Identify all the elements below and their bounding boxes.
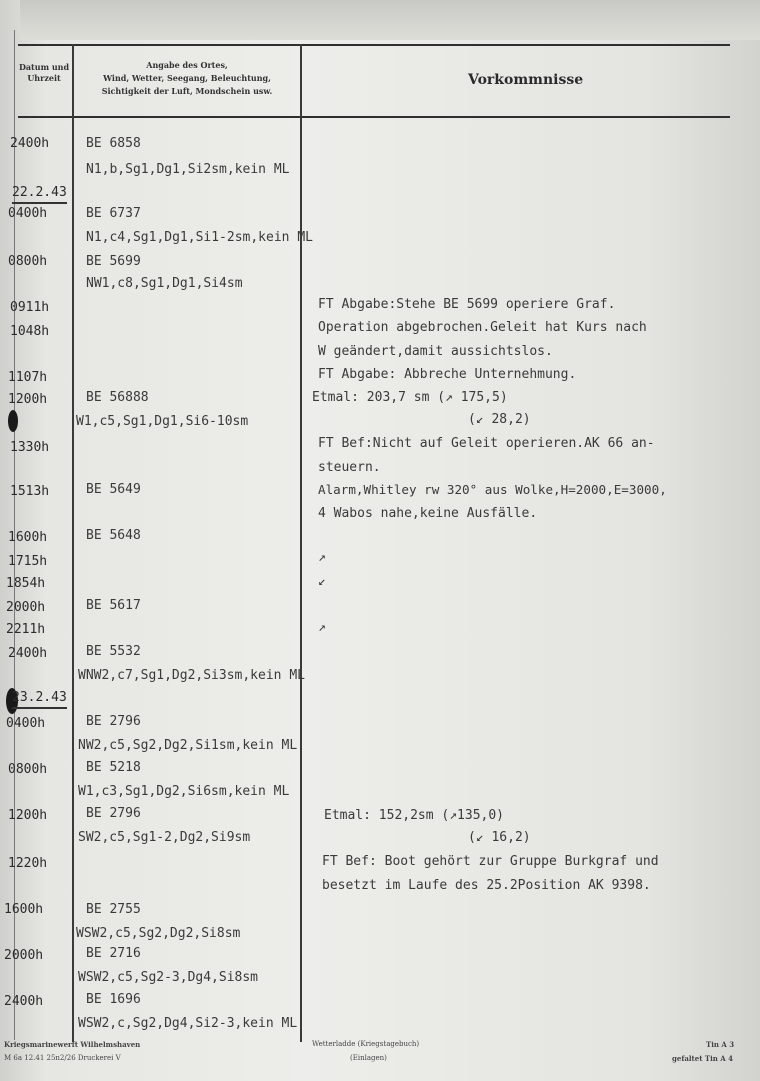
event-entry: FT Abgabe: Abbreche Unternehmung. [318,367,577,382]
time-entry: 0800h [8,762,48,777]
time-entry: 0800h [8,254,48,269]
time-entry: 2211h [6,622,46,637]
weather-entry: WSW2,c5,Sg2-3,Dg4,Si8sm [78,970,259,985]
position-entry: BE 56888 [86,390,149,405]
event-entry: Etmal: 152,2sm (↗135,0) [324,808,505,823]
time-entry: 1854h [6,576,46,591]
position-entry: BE 5649 [86,482,141,497]
event-entry-continued: 4 Wabos nahe,keine Ausfälle. [318,506,538,521]
footer-printer-line1: Kriegsmarinewerft Wilhelmshaven [4,1040,141,1049]
ink-blot [8,410,18,432]
event-entry-continued: W geändert,damit aussichtslos. [318,344,553,359]
time-entry: 2400h [10,136,50,151]
time-entry: 1200h [8,808,48,823]
event-entry: FT Bef: Boot gehört zur Gruppe Burkgraf und [322,854,659,869]
position-entry: BE 5218 [86,760,141,775]
column-divider-1 [72,44,74,1042]
footer-size-2: gefaltet Tin A 4 [672,1054,734,1063]
weather-entry: WSW2,c5,Sg2,Dg2,Si8sm [76,926,241,941]
time-entry: 1330h [10,440,50,455]
position-entry: BE 1696 [86,992,141,1007]
position-entry: BE 2716 [86,946,141,961]
date-entry [12,185,67,201]
position-entry: BE 2796 [86,806,141,821]
header-top-rule [18,44,730,46]
event-entry-continued: (↙ 28,2) [468,412,531,427]
weather-entry: W1,c5,Sg1,Dg1,Si6-10sm [76,414,249,429]
weather-entry: SW2,c5,Sg1-2,Dg2,Si9sm [78,830,251,845]
time-entry: 2000h [4,948,44,963]
time-entry: 1107h [8,370,48,385]
time-entry: 1048h [10,324,50,339]
position-entry: BE 5617 [86,598,141,613]
column-divider-2 [300,44,302,1042]
date-entry [12,690,67,706]
event-entry-continued: besetzt im Laufe des 25.2Position AK 9398. [322,878,651,893]
weather-entry: WSW2,c,Sg2,Dg4,Si2-3,kein ML [78,1016,298,1031]
weather-entry: W1,c3,Sg1,Dg2,Si6sm,kein ML [78,784,290,799]
time-entry: 0400h [6,716,46,731]
position-entry: BE 6858 [86,136,141,151]
weather-entry: N1,b,Sg1,Dg1,Si2sm,kein ML [86,162,290,177]
event-entry: ↙ [318,574,326,589]
time-entry: 1600h [8,530,48,545]
weather-entry: NW2,c5,Sg2,Dg2,Si1sm,kein ML [78,738,298,753]
footer-size-1: Tin A 3 [706,1040,735,1049]
event-entry: Alarm,Whitley rw 320° aus Wolke,H=2000,E=3000, [318,482,667,497]
position-entry: BE 5648 [86,528,141,543]
header-datum-uhrzeit: Datum und Uhrzeit [18,62,70,83]
weather-entry: NW1,c8,Sg1,Dg1,Si4sm [86,276,243,291]
header-ort-line1: Angabe des Ortes, [146,60,228,70]
position-entry: BE 5532 [86,644,141,659]
time-entry: 1200h [8,392,48,407]
time-entry: 1513h [10,484,50,499]
header-bottom-rule [18,116,730,118]
event-entry-continued: (↙ 16,2) [468,830,531,845]
header-vorkommnisse: Vorkommnisse [468,72,584,88]
time-entry: 0400h [8,206,48,221]
event-entry: Etmal: 203,7 sm (↗ 175,5) [312,390,508,405]
footer-printer-line2: M 6a 12.41 25n2/26 Druckerei V [4,1054,121,1062]
position-entry: BE 2755 [86,902,141,917]
time-entry: 0911h [10,300,50,315]
event-entry: FT Bef:Nicht auf Geleit operieren.AK 66 an- [318,436,655,451]
weather-entry: N1,c4,Sg1,Dg1,Si1-2sm,kein ML [86,230,313,245]
time-entry: 1220h [8,856,48,871]
weather-entry: WNW2,c7,Sg1,Dg2,Si3sm,kein ML [78,668,305,683]
time-entry: 2400h [8,646,48,661]
event-entry-continued: steuern. [318,460,381,475]
event-entry: FT Abgabe:Stehe BE 5699 operiere Graf. [318,297,616,312]
event-entry: Operation abgebrochen.Geleit hat Kurs nach [318,320,647,335]
date-label: 23.2.43 [12,690,67,709]
position-entry: BE 5699 [86,254,141,269]
time-entry: 2000h [6,600,46,615]
event-entry: ↗ [318,550,326,565]
time-entry: 2400h [4,994,44,1009]
footer-form-subtitle: (Einlagen) [350,1054,387,1062]
date-label: 22.2.43 [12,185,67,204]
time-entry: 1715h [8,554,48,569]
position-entry: BE 2796 [86,714,141,729]
header-ort-line2: Wind, Wetter, Seegang, Beleuchtung, [103,73,271,83]
scan-shadow [20,0,760,40]
footer-form-title: Wetterladde (Kriegstagebuch) [312,1040,420,1048]
event-entry: ↗ [318,620,326,635]
time-entry: 1600h [4,902,44,917]
header-ort-line3: Sichtigkeit der Luft, Mondschein usw. [101,86,273,96]
position-entry: BE 6737 [86,206,141,221]
